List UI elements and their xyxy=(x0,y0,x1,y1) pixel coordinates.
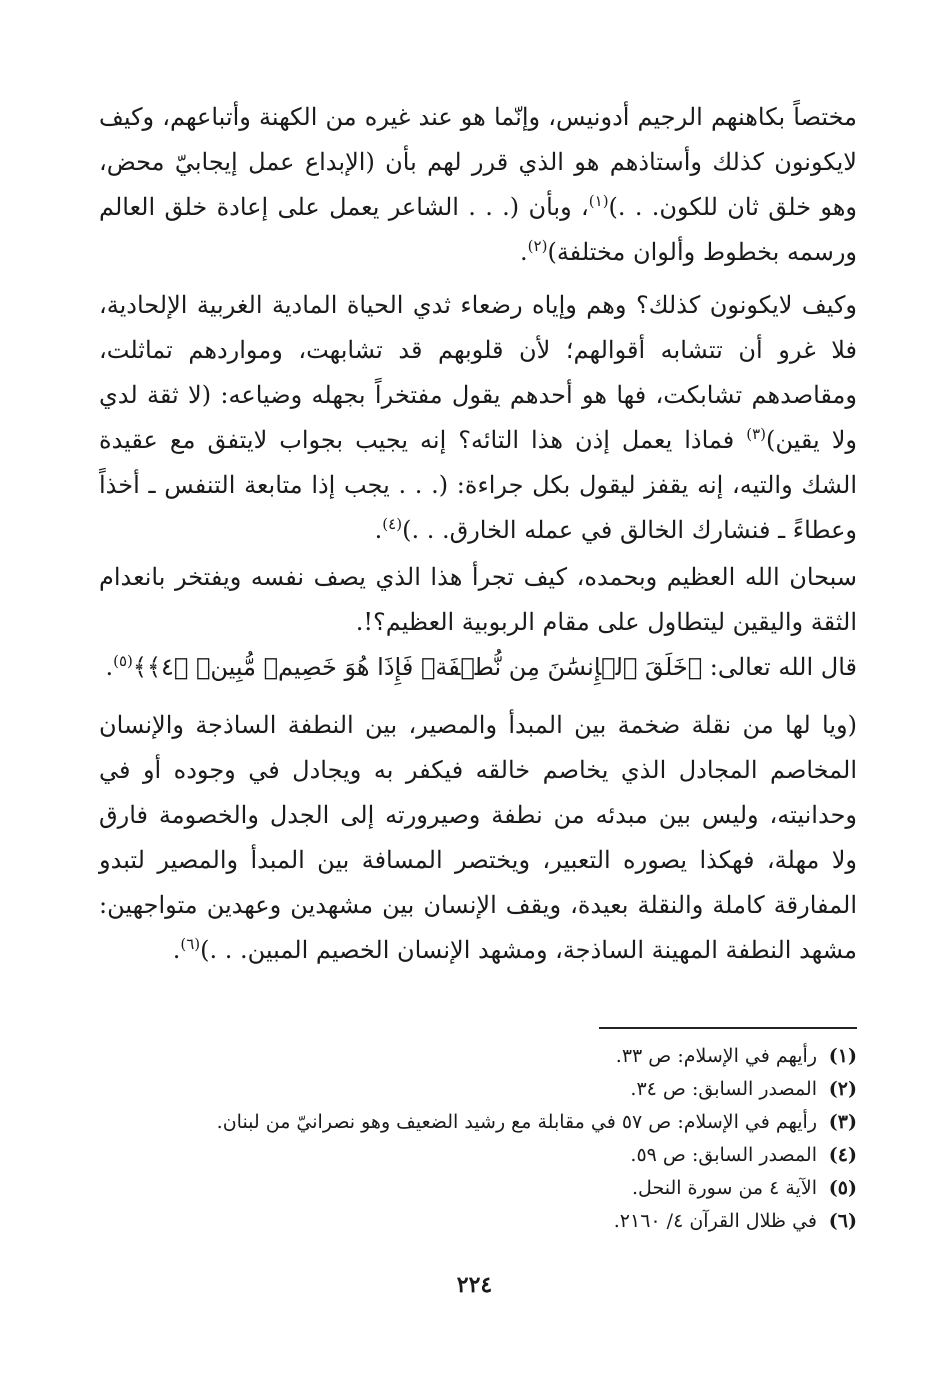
paragraph-1-mid: ، وبأن (. . . الشاعر يعمل على إعادة خلق العالم ورسمه بخطوط وألوان مختلفة) xyxy=(99,193,857,266)
paragraph-5 xyxy=(99,703,857,973)
verse-paragraph-end: . xyxy=(105,653,114,681)
footnote-item xyxy=(99,1073,857,1106)
paragraph-1-end: . xyxy=(520,238,528,266)
quran-verse: ﴿خَلَقَ ٱلۡإِنسَٰنَ مِن نُّطۡفَةٖ فَإِذَا هُوَ خَصِيمٞ مُّبِينٞ ﴿٤﴾﴾ xyxy=(132,653,703,681)
paragraph-3 xyxy=(99,555,857,645)
footnote-number: (٢) xyxy=(828,1078,857,1100)
footnote-text: المصدر السابق: ص ٣٤. xyxy=(630,1078,817,1100)
paragraph-2-end: . xyxy=(374,516,383,544)
footnote-text: الآية ٤ من سورة النحل. xyxy=(632,1177,817,1199)
paragraph-2-mid: فماذا يعمل إذن هذا التائه؟ إنه يجيب بجواب لايتفق مع عقيدة الشك والتيه، إنه يقفز ليقول بكل جراءة: (. . . يجب إذا متابعة التنفس ـ أخذاً وعطاءً ـ فنشارك الخالق في عمله الخارق. . .) xyxy=(99,426,857,544)
footnote-ref-5[interactable]: (٥) xyxy=(113,652,133,670)
footnote-ref-2[interactable]: (٢) xyxy=(527,237,548,255)
paragraph-5-end: . xyxy=(172,936,181,964)
paragraph-1-text: مختصاً بكاهنهم الرجيم أدونيس، وإنّما هو عند غيره من الكهنة وأتباعهم، وكيف لايكونون كذلك وأستاذهم هو الذي قرر لهم بأن (الإبداع عمل إيجابيّ محض، وهو خلق ثان للكون. . .) xyxy=(99,103,857,221)
paragraph-5-text: (ويا لها من نقلة ضخمة بين المبدأ والمصير، بين النطفة الساذجة والإنسان المخاصم المجادل الذي يخاصم خالقه فيكفر به ويجادل في وجوده أو في وحدانيته، وليس بين مبدئه من نطفة وصيرورته إلى الجدل والخصومة فارق ولا مهلة، فهكذا يصوره التعبير، ويختصر المسافة بين المبدأ والمصير لتبدو المفارقة كاملة والنقلة بعيدة، ويقف الإنسان بين مشهدين وعهدين متواجهين: مشهد النطفة المهينة الساذجة، ومشهد الإنسان الخصيم المبين. . .) xyxy=(99,711,857,964)
footnote-text: رأيهم في الإسلام: ص ٥٧ في مقابلة مع رشيد الضعيف وهو نصرانيّ من لبنان. xyxy=(216,1111,817,1133)
footnote-number: (١) xyxy=(828,1045,857,1067)
footnote-text: في ظلال القرآن ٤/ ٢١٦٠. xyxy=(613,1210,817,1232)
footnote-item xyxy=(99,1172,857,1205)
footnote-text: المصدر السابق: ص ٥٩. xyxy=(630,1144,817,1166)
footnote-ref-1[interactable]: (١) xyxy=(588,192,609,210)
paragraph-1 xyxy=(99,95,857,275)
footnote-number: (٣) xyxy=(828,1111,857,1133)
footnotes-list xyxy=(99,1040,857,1238)
footnote-item xyxy=(99,1205,857,1238)
page-number: ٢٢٤ xyxy=(456,1272,493,1298)
footnote-number: (٦) xyxy=(828,1210,857,1232)
footnote-ref-3[interactable]: (٣) xyxy=(746,425,767,443)
footnote-ref-6[interactable]: (٦) xyxy=(180,935,201,953)
footnote-number: (٤) xyxy=(828,1144,857,1166)
quran-verse-paragraph xyxy=(99,645,857,690)
verse-intro: قال الله تعالى: xyxy=(702,653,857,681)
footnote-item xyxy=(99,1106,857,1139)
footnote-ref-4[interactable]: (٤) xyxy=(382,515,403,533)
footnote-item xyxy=(99,1139,857,1172)
paragraph-2 xyxy=(99,283,857,553)
paragraph-2-text: وكيف لايكونون كذلك؟ وهم وإياه رضعاء ثدي الحياة المادية الغربية الإلحادية، فلا غرو أن تتشابه أقوالهم؛ لأن قلوبهم قد تشابهت، ومواردهم تماثلت، ومقاصدهم تشابكت، فها هو أحدهم يقول مفتخراً بجهله وضياعه: (لا ثقة لدي ولا يقين) xyxy=(99,291,857,454)
paragraph-3-text: سبحان الله العظيم وبحمده، كيف تجرأ هذا الذي يصف نفسه ويفتخر بانعدام الثقة واليقين ليتطاول على مقام الربوبية العظيم؟!. xyxy=(99,563,857,636)
footnote-text: رأيهم في الإسلام: ص ٣٣. xyxy=(615,1045,817,1067)
footnote-item xyxy=(99,1040,857,1073)
footnote-divider xyxy=(599,1027,857,1029)
footnote-number: (٥) xyxy=(828,1177,857,1199)
